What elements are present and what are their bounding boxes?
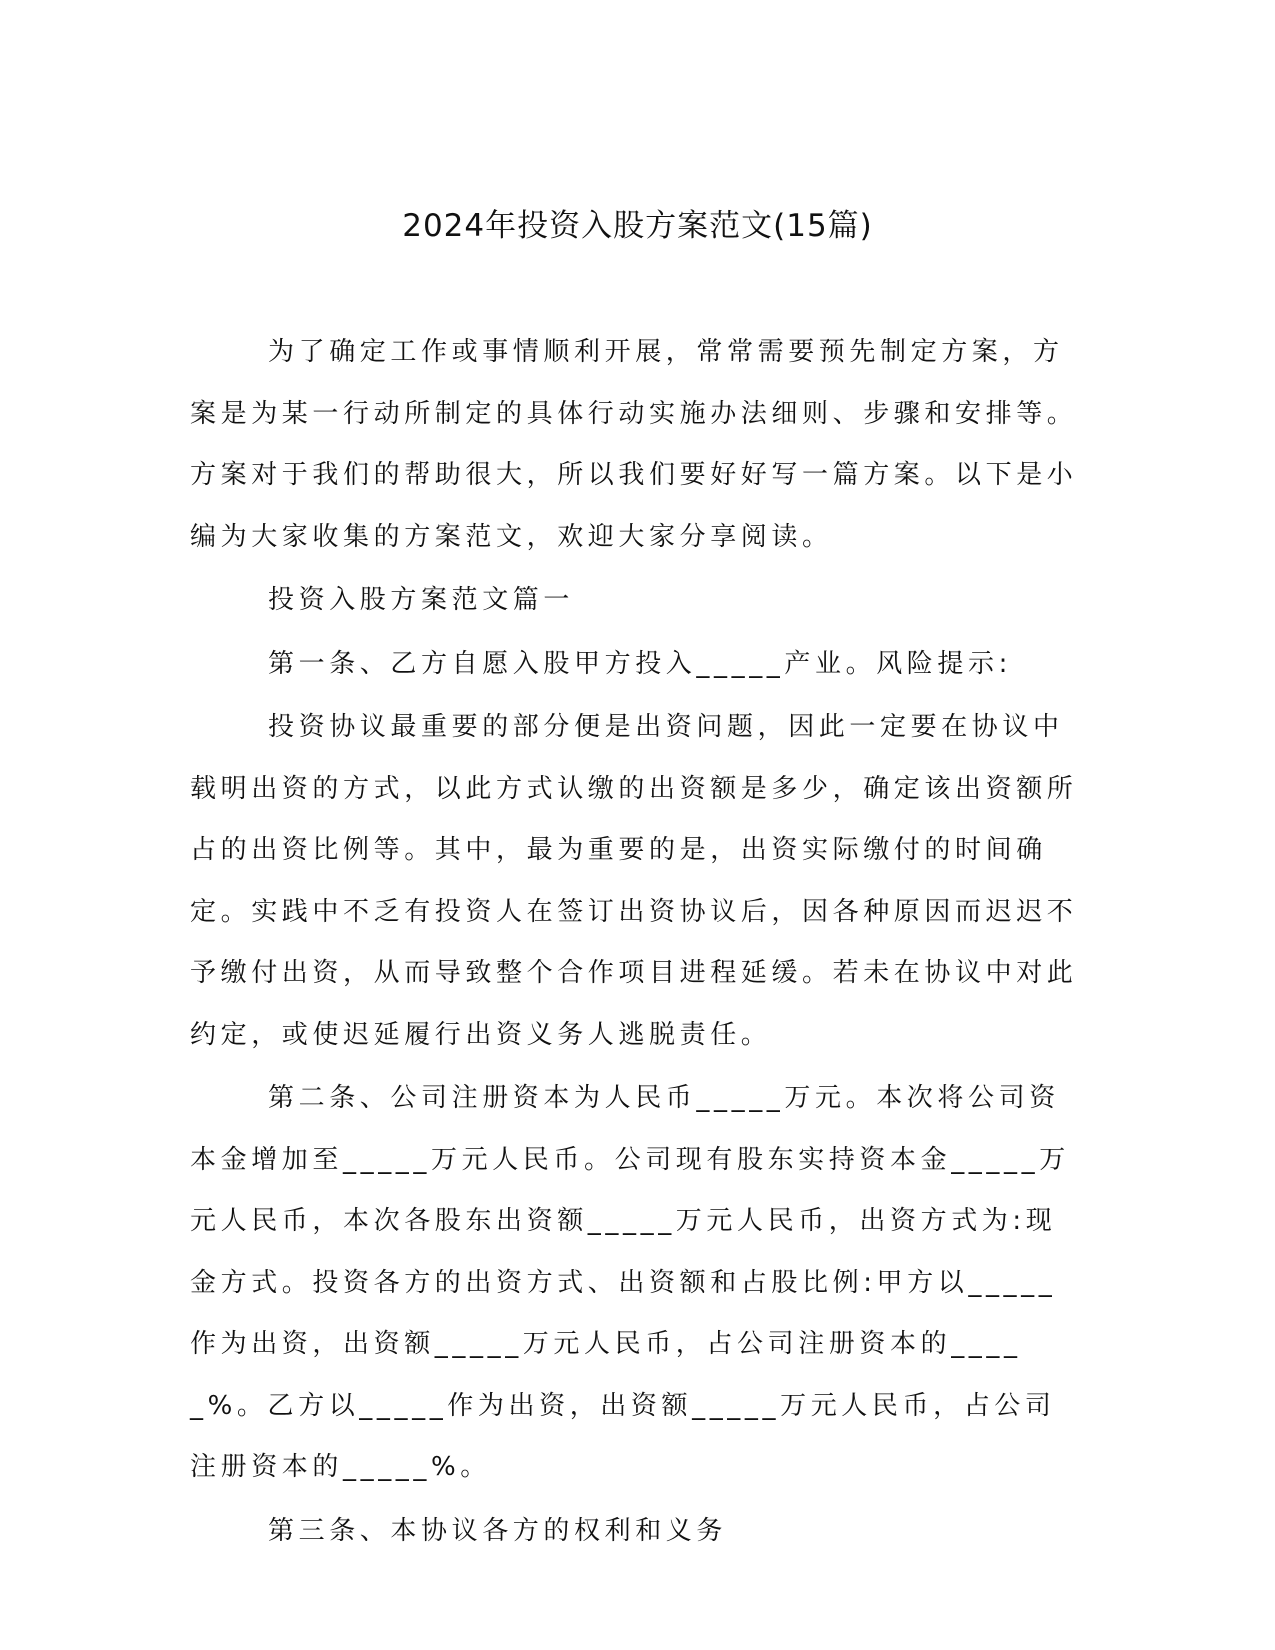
paragraph-intro: 为了确定工作或事情顺利开展，常常需要预先制定方案，方案是为某一行动所制定的具体行动实施办法细则、步骤和安排等。方案对于我们的帮助很大，所以我们要好好写一篇方案。以下是小编为大家收集的方案范文，欢迎大家分享阅读。 [190,337,1078,552]
document-body [190,322,1085,1564]
paragraph-article-2: 第二条、公司注册资本为人民币_____万元。本次将公司资本金增加至_____万元人民币。公司现有股东实持资本金_____万元人民币，本次各股东出资额_____万元人民币，出资方式为:现金方式。投资各方的出资方式、出资额和占股比例:甲方以_____作为出资，出资额_____万元人民币，占公司注册资本的_____%。乙方以_____作为出资，出资额_____万元人民币，占公司注册资本的_____%。 [190,1083,1070,1482]
paragraph-article-3: 第三条、本协议各方的权利和义务 [268,1515,728,1546]
paragraph-section-heading: 投资入股方案范文篇一 [268,585,575,615]
paragraph-article-1: 第一条、乙方自愿入股甲方投入_____产业。风险提示: [268,648,1012,679]
document-title: 2024年投资入股方案范文(15篇) [402,208,873,244]
paragraph-risk-note: 投资协议最重要的部分便是出资问题，因此一定要在协议中载明出资的方式，以此方式认缴的出资额是多少，确定该出资额所占的出资比例等。其中，最为重要的是，出资实际缴付的时间确定。实践中不乏有投资人在签订出资协议后，因各种原因而迟迟不予缴付出资，从而导致整个合作项目进程延缓。若未在协议中对此约定，或使迟延履行出资义务人逃脱责任。 [190,712,1078,1050]
